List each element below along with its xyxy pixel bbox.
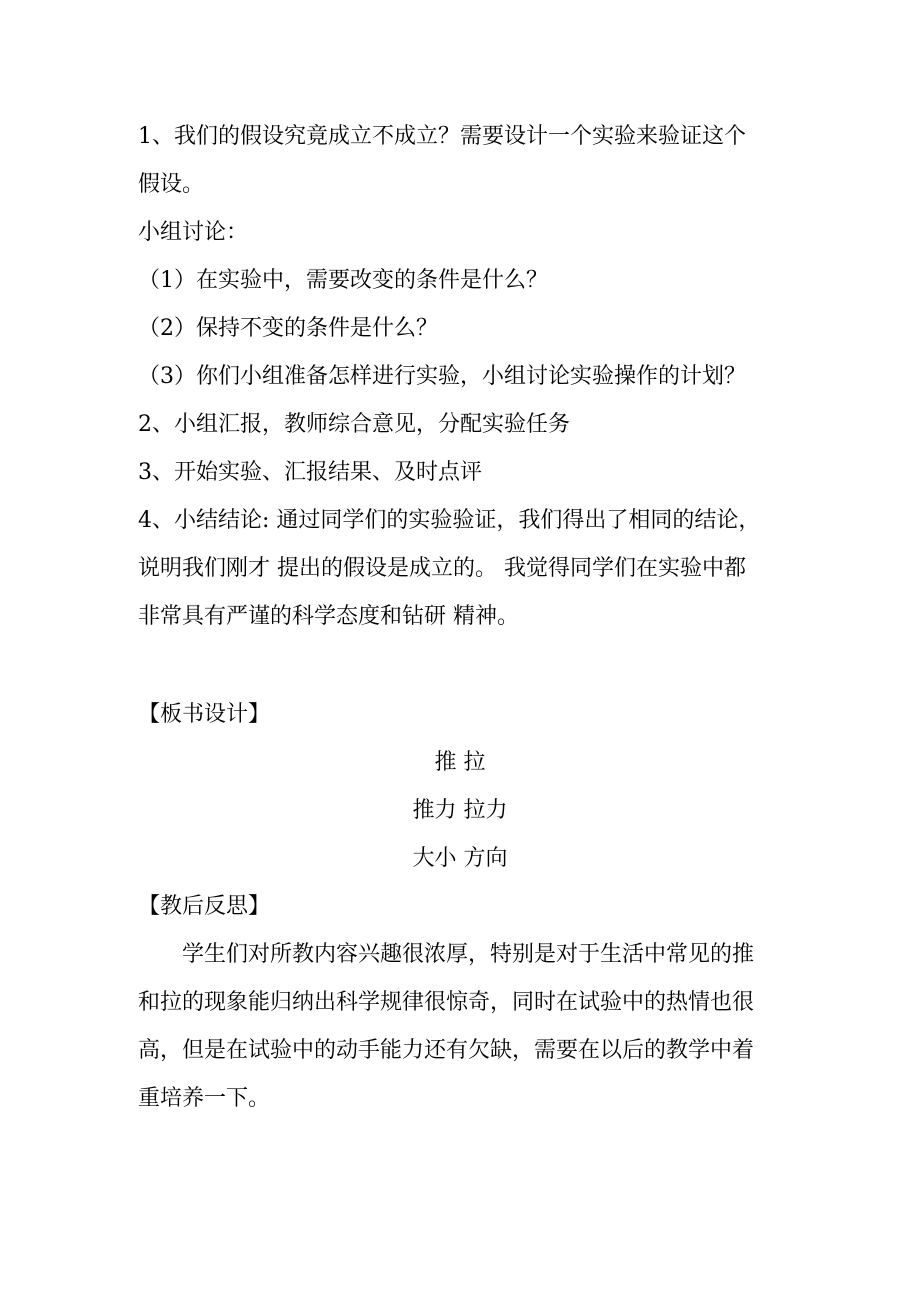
- step-3-text: 3、开始实验、汇报结果、及时点评: [138, 460, 482, 485]
- board-design-row-2: 推力 拉力: [412, 798, 508, 823]
- reflection-text-line-4: 重培养一下。: [138, 1086, 271, 1111]
- reflection-text-line-3: 高，但是在试验中的动手能力还有欠缺，需要在以后的教学中着: [138, 1038, 755, 1063]
- step-4-text-line-1: 4、小结结论: 通过同学们的实验验证，我们得出了相同的结论，: [138, 508, 761, 533]
- step-1-text-line-2: 假设。: [138, 172, 205, 197]
- step-2-text: 2、小组汇报，教师综合意见，分配实验任务: [138, 412, 570, 437]
- board-design-row-1: 推 拉: [434, 750, 486, 775]
- board-design-heading: 【板书设计】: [138, 702, 271, 727]
- step-1-text-line-1: 1、我们的假设究竟成立不成立？需要设计一个实验来验证这个: [138, 124, 746, 149]
- group-discussion-label: 小组讨论：: [138, 220, 249, 245]
- board-design-row-3: 大小 方向: [412, 846, 508, 871]
- reflection-heading: 【教后反思】: [138, 894, 271, 919]
- discussion-question-2: （2）保持不变的条件是什么？: [138, 316, 438, 341]
- reflection-text-line-2: 和拉的现象能归纳出科学规律很惊奇，同时在试验中的热情也很: [138, 990, 755, 1015]
- reflection-text-line-1: 学生们对所教内容兴趣很浓厚，特别是对于生活中常见的推: [182, 942, 755, 967]
- step-4-text-line-3: 非常具有严谨的科学态度和钻研 精神。: [138, 604, 519, 629]
- step-4-text-line-2: 说明我们刚才 提出的假设是成立的。 我觉得同学们在实验中都: [138, 556, 746, 581]
- discussion-question-3: （3）你们小组准备怎样进行实验，小组讨论实验操作的计划？: [138, 364, 746, 389]
- discussion-question-1: （1）在实验中，需要改变的条件是什么？: [138, 268, 548, 293]
